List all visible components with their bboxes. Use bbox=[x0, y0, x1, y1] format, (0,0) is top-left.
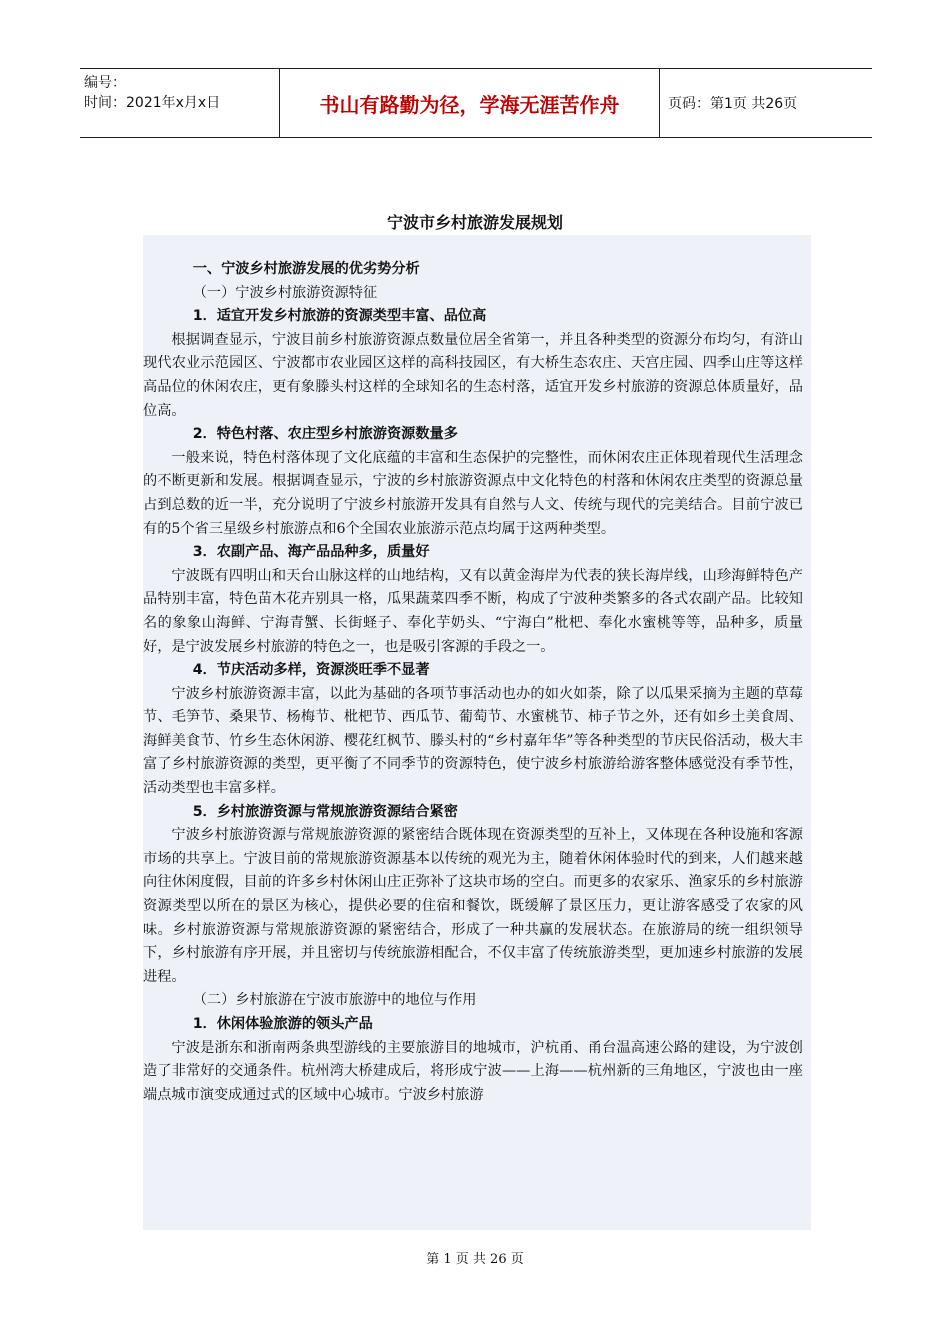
paragraph: 宁波乡村旅游资源与常规旅游资源的紧密结合既体现在资源类型的互补上，又体现在各种设施和客源市场的共享上。宁波目前的常规旅游资源基本以传统的观光为主，随着休闲体验时代的到来，人们越来越向往休闲度假，目前的许多乡村休闲山庄正弥补了这块市场的空白。而更多的农家乐、渔家乐的乡村旅游资源类型以所在的景区为核心，提供必要的住宿和餐饮，既缓解了景区压力，更让游客感受了农家的风味。乡村旅游资源与常规旅游资源的紧密结合，形成了一种共赢的发展状态。在旅游局的统一组织领导下，乡村旅游有序开展，并且密切与传统旅游相配合，不仅丰富了传统旅游类型，更加速乡村旅游的发展进程。 bbox=[143, 827, 803, 985]
item-heading: 3．农副产品、海产品品种多，质量好 bbox=[192, 544, 430, 561]
header-page-info: 页码：第1页 共26页 bbox=[668, 96, 798, 112]
header-left-cell bbox=[80, 69, 280, 137]
section-heading: 一、宁波乡村旅游发展的优劣势分析 bbox=[192, 261, 420, 277]
header-table bbox=[80, 68, 872, 138]
paragraph: 宁波是浙东和浙南两条典型游线的主要旅游目的地城市，沪杭甬、甬台温高速公路的建设，为宁波创造了非常好的交通条件。杭州湾大桥建成后，将形成宁波——上海——杭州新的三角地区，宁波也由一座端点城市演变成通过式的区域中心城市。宁波乡村旅游 bbox=[143, 1039, 803, 1103]
item-heading: 5．乡村旅游资源与常规旅游资源结合紧密 bbox=[192, 803, 458, 820]
paragraph: 宁波既有四明山和天台山脉这样的山地结构，又有以黄金海岸为代表的狭长海岸线，山珍海鲜特色产品特别丰富，特色苗木花卉别具一格，瓜果蔬菜四季不断，构成了宁波种类繁多的各式农副产品。比较知名的象象山海鲜、宁海青蟹、长街蛏子、奉化芋奶头、“宁海白”枇杷、奉化水蜜桃等等，品种多，质量好，是宁波发展乡村旅游的特色之一，也是吸引客源的手段之一。 bbox=[143, 567, 803, 655]
paragraph: 一般来说，特色村落体现了文化底蕴的丰富和生态保护的完整性，而休闲农庄正体现着现代生活理念的不断更新和发展。根据调查显示，宁波的乡村旅游资源点中文化特色的村落和休闲农庄类型的资源总量占到总数的近一半，充分说明了宁波乡村旅游开发具有自然与人文、传统与现代的完美结合。目前宁波已有的5个省三星级乡村旅游点和6个全国农业旅游示范点均属于这两种类型。 bbox=[143, 449, 803, 537]
item-heading: 2．特色村落、农庄型乡村旅游资源数量多 bbox=[192, 426, 458, 443]
document-body bbox=[143, 258, 803, 1107]
item-heading: 1．适宜开发乡村旅游的资源类型丰富、品位高 bbox=[192, 308, 487, 325]
paragraph: 根据调查显示，宁波目前乡村旅游资源点数量位居全省第一，并且各种类型的资源分布均匀，有浒山现代农业示范园区、宁波都市农业园区这样的高科技园区，有大桥生态农庄、天宫庄园、四季山庄等这样高品位的休闲农庄，更有象滕头村这样的全球知名的生态村落，适宜开发乡村旅游的资源总体质量好，品位高。 bbox=[143, 331, 803, 419]
page-footer: 第 1 页 共 26 页 bbox=[426, 1252, 524, 1267]
document-number-label: 编号： bbox=[84, 75, 126, 91]
paragraph: 宁波乡村旅游资源丰富，以此为基础的各项节事活动也办的如火如荼，除了以瓜果采摘为主题的草莓节、毛笋节、桑果节、杨梅节、枇杷节、西瓜节、葡萄节、水蜜桃节、柿子节之外，还有如乡土美食周、海鲜美食节、竹乡生态休闲游、樱花红枫节、滕头村的“乡村嘉年华”等各种类型的节庆民俗活动，极大丰富了乡村旅游资源的类型，更平衡了不同季节的资源特色，使宁波乡村旅游给游客整体感觉没有季节性，活动类型也丰富多样。 bbox=[143, 685, 803, 797]
header-motto: 书山有路勤为径，学海无涯苦作舟 bbox=[280, 69, 660, 137]
document-date-label: 时间：2021年x月x日 bbox=[84, 95, 221, 111]
subsection-heading: （二）乡村旅游在宁波市旅游中的地位与作用 bbox=[192, 992, 477, 1009]
document-title: 宁波市乡村旅游发展规划 bbox=[386, 213, 563, 232]
item-heading: 4．节庆活动多样，资源淡旺季不显著 bbox=[192, 662, 430, 679]
item-heading: 1．休闲体验旅游的领头产品 bbox=[192, 1016, 373, 1032]
subsection-heading: （一）宁波乡村旅游资源特征 bbox=[192, 284, 378, 301]
